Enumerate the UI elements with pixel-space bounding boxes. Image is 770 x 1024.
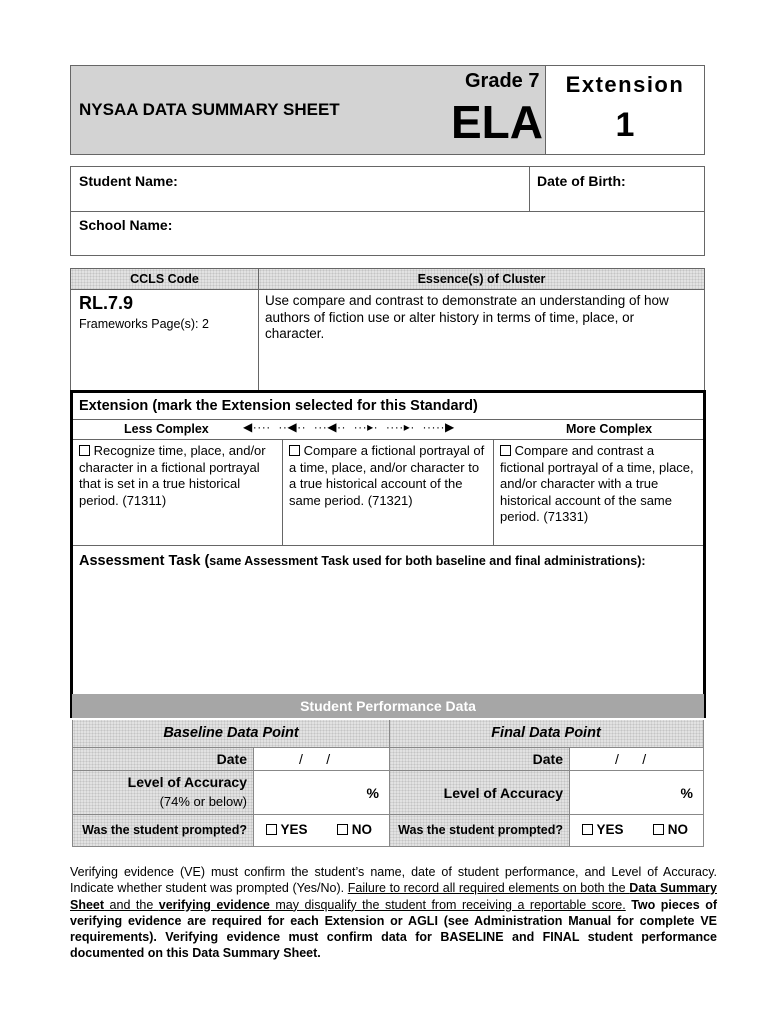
essence-header: Essence(s) of Cluster <box>259 269 704 290</box>
standard-table <box>70 268 705 390</box>
baseline-yes-checkbox[interactable] <box>266 824 277 835</box>
student-info-box <box>70 166 705 256</box>
performance-heading-bar: Student Performance Data <box>72 694 704 718</box>
option-2-checkbox[interactable] <box>289 445 300 456</box>
assessment-task-heading: Assessment Task (same Assessment Task used for both baseline and final administrations): <box>79 553 646 569</box>
student-name-field[interactable] <box>71 167 530 212</box>
extension-option-2[interactable]: Compare a fictional portrayal of a time, place, and/or character to a true historical account of the same period. (71321) <box>283 440 494 545</box>
more-complex-label: More Complex <box>566 422 653 436</box>
header-banner <box>70 65 546 155</box>
extension-heading: Extension (mark the Extension selected for this Standard) <box>79 398 478 414</box>
extension-label: Extension <box>565 72 685 97</box>
frameworks-pages: Frameworks Page(s): 2 <box>79 317 209 331</box>
final-accuracy-label-cell: Level of Accuracy <box>389 771 569 814</box>
school-name-label: School Name: <box>79 217 173 233</box>
final-prompted-label-cell: Was the student prompted? <box>389 815 569 846</box>
baseline-no-checkbox[interactable] <box>337 824 348 835</box>
performance-table <box>72 720 704 847</box>
baseline-date-label-cell: Date <box>73 748 253 770</box>
final-prompted-options: YES NO <box>569 815 703 846</box>
dob-label: Date of Birth: <box>537 173 626 189</box>
extension-section <box>70 390 706 718</box>
page-title: NYSAA DATA SUMMARY SHEET <box>79 100 340 119</box>
final-date-label-cell: Date <box>389 748 569 770</box>
dob-field[interactable] <box>530 167 704 212</box>
baseline-date-input[interactable]: / / <box>299 751 331 767</box>
baseline-prompted-label-cell: Was the student prompted? <box>73 815 253 846</box>
final-date-input[interactable]: / / <box>615 751 647 767</box>
ccls-code-cell <box>71 290 259 390</box>
student-name-label: Student Name: <box>79 173 178 189</box>
option-3-checkbox[interactable] <box>500 445 511 456</box>
extension-option-1[interactable]: Recognize time, place, and/or character in a fictional portrayal that is set in a true historical period. (71311) <box>73 440 283 545</box>
extension-option-3[interactable]: Compare and contrast a fictional portrayal of a time, place, and/or character with a true historical account of the same period. (71331) <box>500 443 694 524</box>
ccls-code: RL.7.9 <box>79 293 134 313</box>
extension-box <box>546 65 705 155</box>
school-name-field[interactable] <box>71 212 704 256</box>
less-complex-label: Less Complex <box>124 422 209 436</box>
extension-number: 1 <box>615 106 635 144</box>
subject-label: ELA <box>451 96 543 148</box>
final-accuracy-input[interactable]: % <box>680 785 693 801</box>
final-title-cell: Final Data Point <box>389 720 703 747</box>
complexity-arrow: ◀···· ··◀·· ···◀·· ···▸· ····▸· ·····▶ <box>243 420 455 434</box>
essence-text: Use compare and contrast to demonstrate an understanding of how authors of fiction use or alter history in terms of time, place, or character. <box>265 293 669 341</box>
baseline-accuracy-input[interactable]: % <box>366 785 379 801</box>
final-yes-checkbox[interactable] <box>582 824 593 835</box>
baseline-accuracy-label-cell: Level of Accuracy (74% or below) <box>73 771 253 814</box>
grade-label: Grade 7 <box>465 70 540 92</box>
option-1-checkbox[interactable] <box>79 445 90 456</box>
baseline-title-cell: Baseline Data Point <box>73 720 389 747</box>
baseline-prompted-options: YES NO <box>253 815 389 846</box>
final-no-checkbox[interactable] <box>653 824 664 835</box>
footer-note: Verifying evidence (VE) must confirm the student’s name, date of student performance, and Level of Accuracy. Indicate whether student was prompted (Yes/No). Failure to record all required elements on both the Data Summary Sheet and the verifying evidence may disqualify the student from receiving a reportable score. Two pieces of verifying evidence are required for each Extension or AGLI (see Administration Manual for complete VE requirements). Verifying evidence must confirm data for BASELINE and FINAL student performance documented on this Data Summary Sheet. <box>70 865 717 961</box>
ccls-code-header: CCLS Code <box>71 269 259 290</box>
